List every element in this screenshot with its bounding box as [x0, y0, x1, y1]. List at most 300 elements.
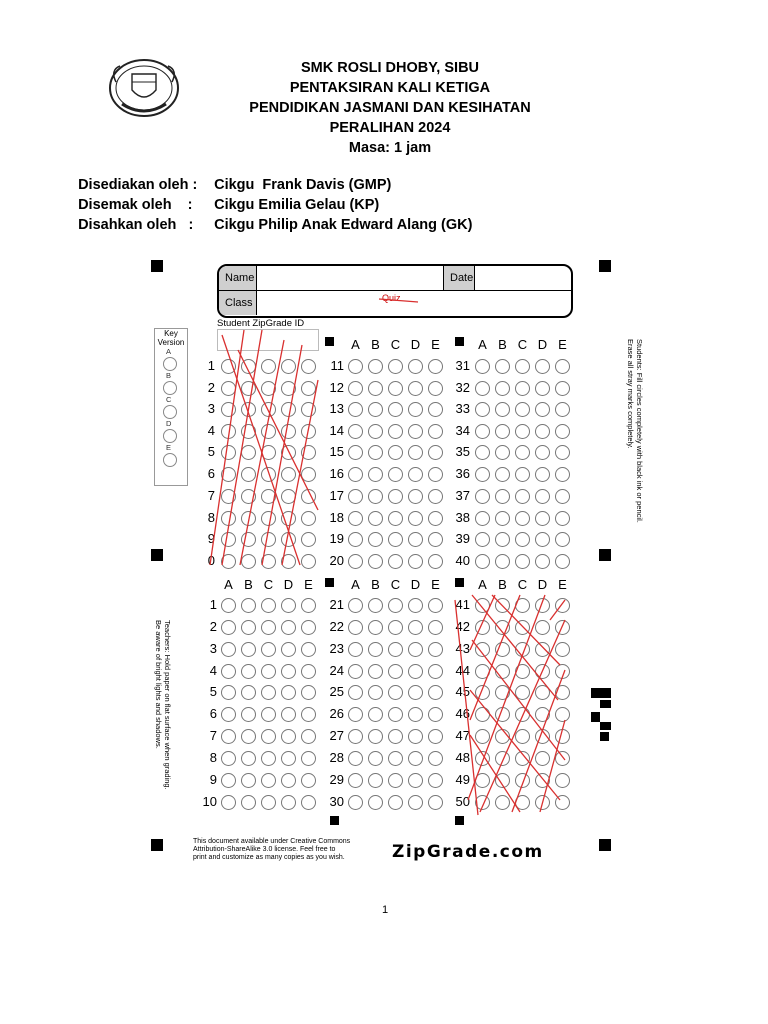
- answer-bubble[interactable]: [348, 751, 363, 766]
- answer-bubble[interactable]: [495, 467, 510, 482]
- answer-bubble[interactable]: [495, 381, 510, 396]
- answer-bubble[interactable]: [475, 511, 490, 526]
- answer-bubble[interactable]: [261, 402, 276, 417]
- answer-bubble[interactable]: [261, 598, 276, 613]
- answer-bubble[interactable]: [301, 685, 316, 700]
- answer-bubble[interactable]: [475, 445, 490, 460]
- answer-bubble[interactable]: [281, 685, 296, 700]
- answer-bubble[interactable]: [261, 773, 276, 788]
- answer-bubble[interactable]: [241, 532, 256, 547]
- answer-bubble[interactable]: [555, 359, 570, 374]
- answer-bubble[interactable]: [535, 773, 550, 788]
- answer-bubble[interactable]: [261, 467, 276, 482]
- answer-bubble[interactable]: [408, 467, 423, 482]
- answer-bubble[interactable]: [301, 642, 316, 657]
- answer-bubble[interactable]: [428, 445, 443, 460]
- answer-bubble[interactable]: [221, 598, 236, 613]
- answer-bubble[interactable]: [301, 359, 316, 374]
- answer-bubble[interactable]: [515, 620, 530, 635]
- answer-bubble[interactable]: [388, 445, 403, 460]
- answer-bubble[interactable]: [261, 424, 276, 439]
- answer-bubble[interactable]: [368, 707, 383, 722]
- answer-bubble[interactable]: [348, 620, 363, 635]
- answer-bubble[interactable]: [408, 359, 423, 374]
- answer-bubble[interactable]: [241, 445, 256, 460]
- answer-bubble[interactable]: [555, 467, 570, 482]
- answer-bubble[interactable]: [368, 795, 383, 810]
- answer-bubble[interactable]: [408, 729, 423, 744]
- answer-bubble[interactable]: [388, 773, 403, 788]
- answer-bubble[interactable]: [475, 402, 490, 417]
- answer-bubble[interactable]: [261, 685, 276, 700]
- answer-bubble[interactable]: [388, 424, 403, 439]
- answer-bubble[interactable]: [475, 642, 490, 657]
- answer-bubble[interactable]: [261, 642, 276, 657]
- answer-bubble[interactable]: [281, 381, 296, 396]
- answer-bubble[interactable]: [495, 795, 510, 810]
- answer-bubble[interactable]: [241, 729, 256, 744]
- answer-bubble[interactable]: [221, 642, 236, 657]
- answer-bubble[interactable]: [388, 642, 403, 657]
- answer-bubble[interactable]: [281, 729, 296, 744]
- answer-bubble[interactable]: [348, 511, 363, 526]
- answer-bubble[interactable]: [301, 554, 316, 569]
- answer-bubble[interactable]: [535, 467, 550, 482]
- answer-bubble[interactable]: [388, 751, 403, 766]
- answer-bubble[interactable]: [535, 445, 550, 460]
- answer-bubble[interactable]: [301, 532, 316, 547]
- answer-bubble[interactable]: [348, 467, 363, 482]
- answer-bubble[interactable]: [221, 467, 236, 482]
- answer-bubble[interactable]: [241, 489, 256, 504]
- answer-bubble[interactable]: [368, 729, 383, 744]
- answer-bubble[interactable]: [428, 381, 443, 396]
- answer-bubble[interactable]: [555, 554, 570, 569]
- answer-bubble[interactable]: [241, 773, 256, 788]
- answer-bubble[interactable]: [408, 751, 423, 766]
- answer-bubble[interactable]: [555, 489, 570, 504]
- answer-bubble[interactable]: [241, 598, 256, 613]
- key-version-bubble[interactable]: [163, 381, 177, 395]
- answer-bubble[interactable]: [408, 445, 423, 460]
- answer-bubble[interactable]: [368, 381, 383, 396]
- key-version-bubble[interactable]: [163, 429, 177, 443]
- answer-bubble[interactable]: [408, 554, 423, 569]
- answer-bubble[interactable]: [221, 532, 236, 547]
- answer-bubble[interactable]: [495, 424, 510, 439]
- answer-bubble[interactable]: [388, 729, 403, 744]
- answer-bubble[interactable]: [261, 381, 276, 396]
- answer-bubble[interactable]: [281, 489, 296, 504]
- answer-bubble[interactable]: [515, 773, 530, 788]
- answer-bubble[interactable]: [281, 511, 296, 526]
- answer-bubble[interactable]: [428, 489, 443, 504]
- answer-bubble[interactable]: [281, 359, 296, 374]
- answer-bubble[interactable]: [261, 511, 276, 526]
- answer-bubble[interactable]: [535, 424, 550, 439]
- answer-bubble[interactable]: [221, 445, 236, 460]
- answer-bubble[interactable]: [428, 795, 443, 810]
- key-version-bubble[interactable]: [163, 453, 177, 467]
- answer-bubble[interactable]: [408, 402, 423, 417]
- answer-bubble[interactable]: [368, 620, 383, 635]
- answer-bubble[interactable]: [475, 620, 490, 635]
- answer-bubble[interactable]: [495, 532, 510, 547]
- answer-bubble[interactable]: [281, 424, 296, 439]
- answer-bubble[interactable]: [475, 751, 490, 766]
- answer-bubble[interactable]: [281, 751, 296, 766]
- answer-bubble[interactable]: [475, 554, 490, 569]
- answer-bubble[interactable]: [515, 795, 530, 810]
- answer-bubble[interactable]: [555, 664, 570, 679]
- answer-bubble[interactable]: [535, 707, 550, 722]
- answer-bubble[interactable]: [555, 532, 570, 547]
- answer-bubble[interactable]: [348, 532, 363, 547]
- answer-bubble[interactable]: [241, 467, 256, 482]
- answer-bubble[interactable]: [348, 554, 363, 569]
- answer-bubble[interactable]: [475, 664, 490, 679]
- answer-bubble[interactable]: [515, 424, 530, 439]
- answer-bubble[interactable]: [475, 685, 490, 700]
- answer-bubble[interactable]: [221, 751, 236, 766]
- answer-bubble[interactable]: [261, 664, 276, 679]
- answer-bubble[interactable]: [535, 511, 550, 526]
- answer-bubble[interactable]: [408, 642, 423, 657]
- answer-bubble[interactable]: [495, 773, 510, 788]
- answer-bubble[interactable]: [241, 554, 256, 569]
- answer-bubble[interactable]: [261, 445, 276, 460]
- answer-bubble[interactable]: [221, 359, 236, 374]
- answer-bubble[interactable]: [348, 773, 363, 788]
- answer-bubble[interactable]: [368, 751, 383, 766]
- answer-bubble[interactable]: [495, 620, 510, 635]
- answer-bubble[interactable]: [261, 707, 276, 722]
- answer-bubble[interactable]: [388, 620, 403, 635]
- answer-bubble[interactable]: [368, 467, 383, 482]
- answer-bubble[interactable]: [348, 359, 363, 374]
- answer-bubble[interactable]: [515, 685, 530, 700]
- answer-bubble[interactable]: [241, 424, 256, 439]
- answer-bubble[interactable]: [241, 751, 256, 766]
- answer-bubble[interactable]: [388, 489, 403, 504]
- answer-bubble[interactable]: [495, 359, 510, 374]
- answer-bubble[interactable]: [428, 402, 443, 417]
- answer-bubble[interactable]: [475, 773, 490, 788]
- answer-bubble[interactable]: [495, 729, 510, 744]
- answer-bubble[interactable]: [301, 729, 316, 744]
- answer-bubble[interactable]: [301, 381, 316, 396]
- answer-bubble[interactable]: [555, 773, 570, 788]
- answer-bubble[interactable]: [535, 554, 550, 569]
- answer-bubble[interactable]: [348, 664, 363, 679]
- answer-bubble[interactable]: [495, 511, 510, 526]
- answer-bubble[interactable]: [495, 642, 510, 657]
- answer-bubble[interactable]: [515, 402, 530, 417]
- answer-bubble[interactable]: [281, 402, 296, 417]
- answer-bubble[interactable]: [368, 489, 383, 504]
- answer-bubble[interactable]: [515, 467, 530, 482]
- answer-bubble[interactable]: [368, 445, 383, 460]
- answer-bubble[interactable]: [535, 620, 550, 635]
- answer-bubble[interactable]: [221, 707, 236, 722]
- answer-bubble[interactable]: [348, 642, 363, 657]
- answer-bubble[interactable]: [535, 489, 550, 504]
- answer-bubble[interactable]: [515, 381, 530, 396]
- answer-bubble[interactable]: [301, 773, 316, 788]
- answer-bubble[interactable]: [408, 664, 423, 679]
- answer-bubble[interactable]: [428, 511, 443, 526]
- answer-bubble[interactable]: [221, 729, 236, 744]
- answer-bubble[interactable]: [241, 642, 256, 657]
- answer-bubble[interactable]: [281, 773, 296, 788]
- answer-bubble[interactable]: [495, 751, 510, 766]
- answer-bubble[interactable]: [428, 554, 443, 569]
- answer-bubble[interactable]: [241, 795, 256, 810]
- answer-bubble[interactable]: [221, 381, 236, 396]
- answer-bubble[interactable]: [475, 598, 490, 613]
- answer-bubble[interactable]: [428, 707, 443, 722]
- answer-bubble[interactable]: [368, 424, 383, 439]
- answer-bubble[interactable]: [515, 511, 530, 526]
- answer-bubble[interactable]: [388, 511, 403, 526]
- answer-bubble[interactable]: [495, 707, 510, 722]
- answer-bubble[interactable]: [221, 664, 236, 679]
- answer-bubble[interactable]: [281, 554, 296, 569]
- answer-bubble[interactable]: [428, 664, 443, 679]
- answer-bubble[interactable]: [221, 795, 236, 810]
- answer-bubble[interactable]: [221, 685, 236, 700]
- answer-bubble[interactable]: [428, 424, 443, 439]
- answer-bubble[interactable]: [368, 642, 383, 657]
- answer-bubble[interactable]: [301, 511, 316, 526]
- answer-bubble[interactable]: [555, 685, 570, 700]
- answer-bubble[interactable]: [368, 664, 383, 679]
- answer-bubble[interactable]: [535, 685, 550, 700]
- answer-bubble[interactable]: [495, 554, 510, 569]
- answer-bubble[interactable]: [368, 685, 383, 700]
- answer-bubble[interactable]: [535, 402, 550, 417]
- answer-bubble[interactable]: [475, 467, 490, 482]
- key-version-bubble[interactable]: [163, 405, 177, 419]
- answer-bubble[interactable]: [348, 402, 363, 417]
- answer-bubble[interactable]: [555, 729, 570, 744]
- answer-bubble[interactable]: [261, 489, 276, 504]
- answer-bubble[interactable]: [555, 751, 570, 766]
- answer-bubble[interactable]: [555, 598, 570, 613]
- answer-bubble[interactable]: [428, 532, 443, 547]
- answer-bubble[interactable]: [281, 467, 296, 482]
- answer-bubble[interactable]: [281, 707, 296, 722]
- answer-bubble[interactable]: [515, 642, 530, 657]
- answer-bubble[interactable]: [515, 707, 530, 722]
- answer-bubble[interactable]: [495, 685, 510, 700]
- answer-bubble[interactable]: [348, 795, 363, 810]
- answer-bubble[interactable]: [221, 424, 236, 439]
- answer-bubble[interactable]: [241, 620, 256, 635]
- answer-bubble[interactable]: [261, 751, 276, 766]
- answer-bubble[interactable]: [241, 402, 256, 417]
- answer-bubble[interactable]: [221, 489, 236, 504]
- answer-bubble[interactable]: [388, 685, 403, 700]
- answer-bubble[interactable]: [368, 554, 383, 569]
- answer-bubble[interactable]: [515, 554, 530, 569]
- answer-bubble[interactable]: [261, 620, 276, 635]
- answer-bubble[interactable]: [428, 773, 443, 788]
- answer-bubble[interactable]: [281, 532, 296, 547]
- answer-bubble[interactable]: [555, 620, 570, 635]
- answer-bubble[interactable]: [535, 598, 550, 613]
- answer-bubble[interactable]: [408, 511, 423, 526]
- answer-bubble[interactable]: [408, 598, 423, 613]
- answer-bubble[interactable]: [388, 707, 403, 722]
- answer-bubble[interactable]: [221, 773, 236, 788]
- answer-bubble[interactable]: [221, 554, 236, 569]
- answer-bubble[interactable]: [408, 795, 423, 810]
- answer-bubble[interactable]: [475, 489, 490, 504]
- answer-bubble[interactable]: [261, 729, 276, 744]
- answer-bubble[interactable]: [368, 773, 383, 788]
- answer-bubble[interactable]: [428, 620, 443, 635]
- answer-bubble[interactable]: [368, 532, 383, 547]
- answer-bubble[interactable]: [515, 532, 530, 547]
- answer-bubble[interactable]: [555, 381, 570, 396]
- answer-bubble[interactable]: [475, 707, 490, 722]
- answer-bubble[interactable]: [301, 664, 316, 679]
- answer-bubble[interactable]: [261, 359, 276, 374]
- answer-bubble[interactable]: [368, 511, 383, 526]
- answer-bubble[interactable]: [348, 729, 363, 744]
- answer-bubble[interactable]: [301, 751, 316, 766]
- answer-bubble[interactable]: [495, 664, 510, 679]
- answer-bubble[interactable]: [408, 685, 423, 700]
- answer-bubble[interactable]: [535, 729, 550, 744]
- answer-bubble[interactable]: [221, 620, 236, 635]
- answer-bubble[interactable]: [555, 795, 570, 810]
- answer-bubble[interactable]: [495, 598, 510, 613]
- answer-bubble[interactable]: [388, 402, 403, 417]
- answer-bubble[interactable]: [495, 445, 510, 460]
- answer-bubble[interactable]: [368, 598, 383, 613]
- answer-bubble[interactable]: [535, 381, 550, 396]
- answer-bubble[interactable]: [555, 445, 570, 460]
- key-version-bubble[interactable]: [163, 357, 177, 371]
- answer-bubble[interactable]: [535, 532, 550, 547]
- answer-bubble[interactable]: [261, 554, 276, 569]
- answer-bubble[interactable]: [388, 664, 403, 679]
- answer-bubble[interactable]: [535, 795, 550, 810]
- answer-bubble[interactable]: [301, 795, 316, 810]
- name-field[interactable]: [257, 266, 443, 290]
- answer-bubble[interactable]: [368, 402, 383, 417]
- answer-bubble[interactable]: [301, 707, 316, 722]
- answer-bubble[interactable]: [221, 402, 236, 417]
- answer-bubble[interactable]: [348, 685, 363, 700]
- answer-bubble[interactable]: [555, 642, 570, 657]
- answer-bubble[interactable]: [475, 424, 490, 439]
- answer-bubble[interactable]: [495, 402, 510, 417]
- answer-bubble[interactable]: [475, 729, 490, 744]
- answer-bubble[interactable]: [281, 795, 296, 810]
- answer-bubble[interactable]: [408, 489, 423, 504]
- answer-bubble[interactable]: [348, 424, 363, 439]
- answer-bubble[interactable]: [428, 359, 443, 374]
- answer-bubble[interactable]: [515, 445, 530, 460]
- answer-bubble[interactable]: [281, 664, 296, 679]
- answer-bubble[interactable]: [535, 359, 550, 374]
- answer-bubble[interactable]: [475, 381, 490, 396]
- answer-bubble[interactable]: [428, 598, 443, 613]
- answer-bubble[interactable]: [388, 381, 403, 396]
- answer-bubble[interactable]: [555, 402, 570, 417]
- answer-bubble[interactable]: [535, 664, 550, 679]
- answer-bubble[interactable]: [241, 381, 256, 396]
- answer-bubble[interactable]: [555, 511, 570, 526]
- answer-bubble[interactable]: [348, 489, 363, 504]
- answer-bubble[interactable]: [281, 598, 296, 613]
- answer-bubble[interactable]: [475, 532, 490, 547]
- answer-bubble[interactable]: [535, 751, 550, 766]
- answer-bubble[interactable]: [301, 445, 316, 460]
- answer-bubble[interactable]: [301, 424, 316, 439]
- answer-bubble[interactable]: [388, 359, 403, 374]
- answer-bubble[interactable]: [241, 359, 256, 374]
- answer-bubble[interactable]: [475, 795, 490, 810]
- answer-bubble[interactable]: [301, 598, 316, 613]
- answer-bubble[interactable]: [241, 707, 256, 722]
- answer-bubble[interactable]: [368, 359, 383, 374]
- answer-bubble[interactable]: [408, 773, 423, 788]
- answer-bubble[interactable]: [301, 620, 316, 635]
- answer-bubble[interactable]: [388, 467, 403, 482]
- answer-bubble[interactable]: [408, 620, 423, 635]
- answer-bubble[interactable]: [428, 642, 443, 657]
- answer-bubble[interactable]: [281, 445, 296, 460]
- answer-bubble[interactable]: [301, 467, 316, 482]
- answer-bubble[interactable]: [281, 642, 296, 657]
- answer-bubble[interactable]: [261, 795, 276, 810]
- answer-bubble[interactable]: [408, 381, 423, 396]
- answer-bubble[interactable]: [535, 642, 550, 657]
- answer-bubble[interactable]: [388, 532, 403, 547]
- answer-bubble[interactable]: [475, 359, 490, 374]
- answer-bubble[interactable]: [555, 707, 570, 722]
- answer-bubble[interactable]: [241, 664, 256, 679]
- answer-bubble[interactable]: [301, 489, 316, 504]
- answer-bubble[interactable]: [515, 489, 530, 504]
- answer-bubble[interactable]: [241, 511, 256, 526]
- answer-bubble[interactable]: [515, 598, 530, 613]
- answer-bubble[interactable]: [555, 424, 570, 439]
- answer-bubble[interactable]: [408, 707, 423, 722]
- answer-bubble[interactable]: [428, 751, 443, 766]
- answer-bubble[interactable]: [515, 729, 530, 744]
- answer-bubble[interactable]: [388, 554, 403, 569]
- answer-bubble[interactable]: [261, 532, 276, 547]
- answer-bubble[interactable]: [348, 445, 363, 460]
- answer-bubble[interactable]: [348, 381, 363, 396]
- answer-bubble[interactable]: [515, 751, 530, 766]
- answer-bubble[interactable]: [301, 402, 316, 417]
- answer-bubble[interactable]: [388, 598, 403, 613]
- answer-bubble[interactable]: [515, 359, 530, 374]
- answer-bubble[interactable]: [428, 467, 443, 482]
- answer-bubble[interactable]: [428, 729, 443, 744]
- answer-bubble[interactable]: [241, 685, 256, 700]
- date-field[interactable]: [475, 266, 571, 290]
- answer-bubble[interactable]: [428, 685, 443, 700]
- answer-bubble[interactable]: [281, 620, 296, 635]
- class-field[interactable]: [257, 291, 571, 315]
